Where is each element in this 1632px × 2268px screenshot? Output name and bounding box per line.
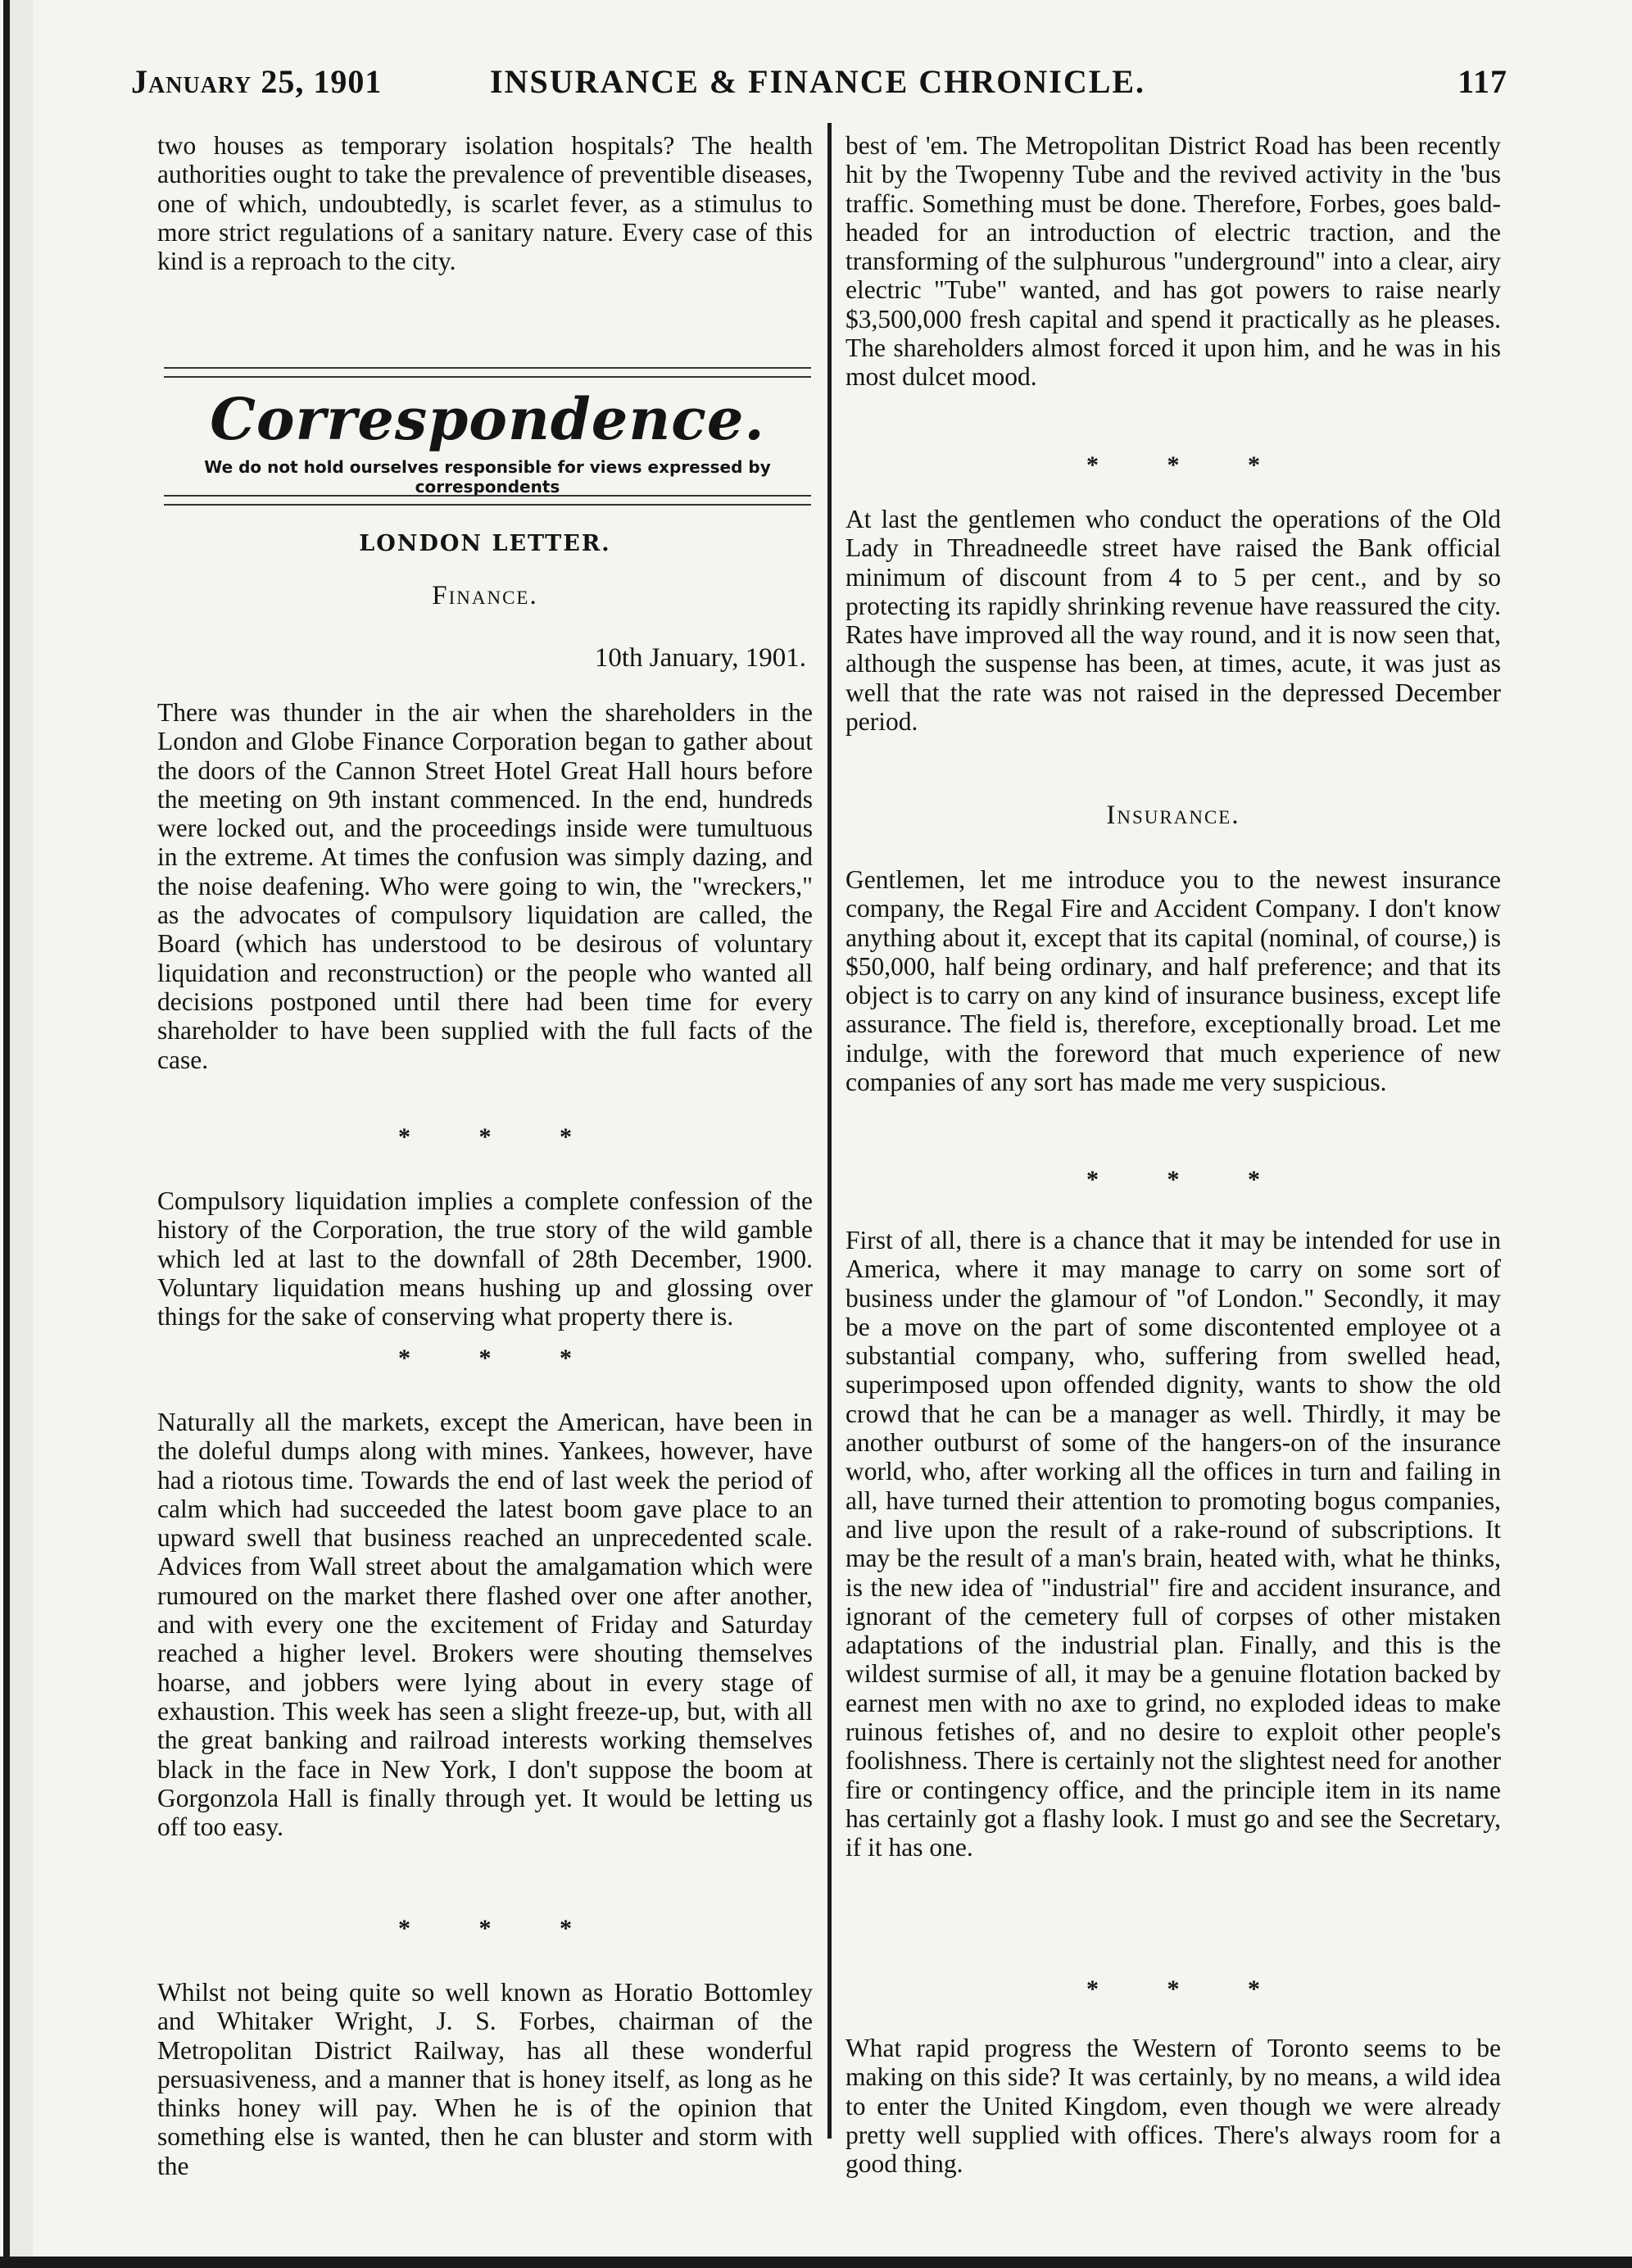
paragraph-3: [157, 1408, 813, 1841]
correspondents-disclaimer: We do not hold ourselves responsible for views expressed by correspondents: [204, 457, 771, 497]
paragraph-4-text: Whilst not being quite so well known as Horatio Bottomley and Whitaker Wright, J. S. Forbes, chairman of the Metropolitan District Railway, has all these wonderful persuasiveness, and a manner that is honey itself, as long as he thinks honey will pay. When he is of the opinion that something else is wanted, then he can bluster and storm with the: [157, 1978, 813, 2180]
paragraph-3-text: Naturally all the markets, except the American, have been in the doleful dumps along with mines. Yankees, however, have had a riotous time. Towards the end of last week the period of calm which had succeeded the latest boom gave place to an upward swell that business reached an unprecedented scale. Advices from Wall street about the amalgamation which were rumoured on the market there flashed over one after another, and with every one the excitement of Friday and Saturday reached a higher level. Brokers were shouting themselves hoarse, and jobbers were lying about in every stage of exhaustion. This week has seen a slight freeze-up, but, with all the great banking and railroad interests working themselves black in the face in New York, I don't suppose the boom at Gorgonzola Hall is finally through yet. It would be letting us off too easy.: [157, 1408, 813, 1842]
paragraph-9-text: What rapid progress the Western of Toronto seems to be making on this side? It was certainly, by no means, a wild idea to enter the United Kingdom, even though we were already pretty well supplied with offices. There's always room for a good thing.: [845, 2034, 1501, 2179]
paragraph-9: [845, 2034, 1501, 2178]
section-title: Correspondence.: [210, 385, 765, 453]
letter-dateline: 10th January, 1901.: [594, 643, 806, 673]
paragraph-8-text: First of all, there is a chance that it may be intended for use in America, where it may manage to carry on some sort of business under the glamour of "of London." Secondly, it may be a move on the part of some discontented employee ot a substantial company, who, suffering from swelled head, superimposed upon offended dignity, wants to show the old crowd that he can be a manager as well. Thirdly, it may be another outburst of some of the hangers-on of the insurance world, who, after working all the offices in turn and failing in all, have turned their attention to promoting bogus companies, and live upon the result of a rake-round of subscriptions. It may be the result of a man's brain, heated with, what he thinks, is the new idea of "industrial" fire and accident insurance, and ignorant of the cemetery full of corpses of other mistaken adaptations of the industrial plan. Finally, and this is the wildest surmise of all, it may be a genuine flotation backed by earnest men with no axe to grind, no exploded ideas to make ruinous fetishes of, and no desire to exploit other people's foolishness. There is certainly not the slightest need for another fire or contingency office, and the principle item in its name has certainly got a flashy look. I must go and see the Secretary, if it has one.: [845, 1226, 1501, 1862]
paragraph-2-text: Compulsory liquidation implies a complete confession of the history of the Corporation, the true story of the wild gamble which led at last to the downfall of 28th December, 1900. Voluntary liquidation means hushing up and glossing over things for the sake of conserving what property there is.: [157, 1186, 813, 1331]
paragraph-5-text: best of 'em. The Metropolitan District Road has been recently hit by the Twopenny Tube and the revived activity in the 'bus traffic. Something must be done. Therefore, Forbes, goes bald-headed for an introduction of electric traction, and the transforming of the sulphurous "underground" into a clear, airy electric "Tube" wanted, and has got powers to raise nearly $3,500,000 fresh capital and spend it practically as he pleases. The shareholders almost forced it upon him, and he was in his most dulcet mood.: [845, 131, 1501, 392]
paragraph-4: [157, 1978, 813, 2180]
letter-heading: LONDON LETTER.: [359, 531, 611, 556]
issue-date: January 25, 1901: [131, 63, 383, 100]
running-head: [131, 56, 1507, 105]
finance-subheading: Finance.: [432, 581, 538, 610]
paragraph-2: [157, 1186, 813, 1331]
publication-title: INSURANCE & FINANCE CHRONICLE.: [490, 63, 1146, 100]
paragraph-6: [845, 505, 1501, 736]
paragraph-1: [157, 698, 813, 1074]
paragraph-7-text: Gentlemen, let me introduce you to the newest insurance company, the Regal Fire and Accident Company. I don't know anything about it, except that its capital (nominal, of course,) is $50,000, half being ordinary, and half preference; and that its object is to carry on any kind of insurance business, except life assurance. The field is, therefore, exceptionally broad. Let me indulge, with the foreword that much experience of new companies of any sort has made me very suspicious.: [845, 865, 1501, 1097]
insurance-subheading: Insurance.: [1106, 801, 1240, 830]
paragraph-8: [845, 1226, 1501, 1862]
column-divider: [827, 123, 832, 2139]
page-bottom-edge: [0, 2257, 1632, 2268]
separator-stars: * * *: [398, 1915, 603, 1942]
paragraph-6-text: At last the gentlemen who conduct the operations of the Old Lady in Threadneedle street have raised the Bank official minimum of discount from 4 to 5 per cent., and by so protecting its rapidly shrinking revenue have reassured the city. Rates have improved all the way round, and it is now seen that, although the suspense has been, at times, acute, it was just as well that the rate was not raised in the depressed December period.: [845, 505, 1501, 737]
intro-paragraph: [157, 131, 813, 275]
paragraph-7: [845, 865, 1501, 1096]
separator-stars: * * *: [1086, 451, 1291, 479]
separator-stars: * * *: [398, 1345, 603, 1372]
section-rule-bottom: [164, 495, 811, 506]
binding-edge: [0, 0, 33, 2268]
separator-stars: * * *: [1086, 1975, 1291, 2003]
separator-stars: * * *: [1086, 1166, 1291, 1193]
intro-paragraph-text: two houses as temporary isolation hospitals? The health authorities ought to take the prevalence of preventible diseases, one of which, undoubtedly, is scarlet fever, as a stimulus to more strict regulations of a sanitary nature. Every case of this kind is a reproach to the city.: [157, 131, 813, 276]
page-number: 117: [1457, 63, 1507, 100]
paragraph-5: [845, 131, 1501, 392]
section-rule-top: [164, 367, 811, 378]
paragraph-1-text: There was thunder in the air when the shareholders in the London and Globe Finance Corporation began to gather about the doors of the Cannon Street Hotel Great Hall hours before the meeting on 9th instant commenced. In the end, hundreds were locked out, and the proceedings inside were tumultuous in the extreme. At times the confusion was simply dazing, and the noise deafening. Who were going to win, the "wreckers," as the advocates of compulsory liquidation are called, the Board (which has understood to be desirous of voluntary liquidation and reconstruction) or the people who wanted all decisions postponed until there had been time for every shareholder to have been supplied with the full facts of the case.: [157, 698, 813, 1074]
separator-stars: * * *: [398, 1123, 603, 1150]
